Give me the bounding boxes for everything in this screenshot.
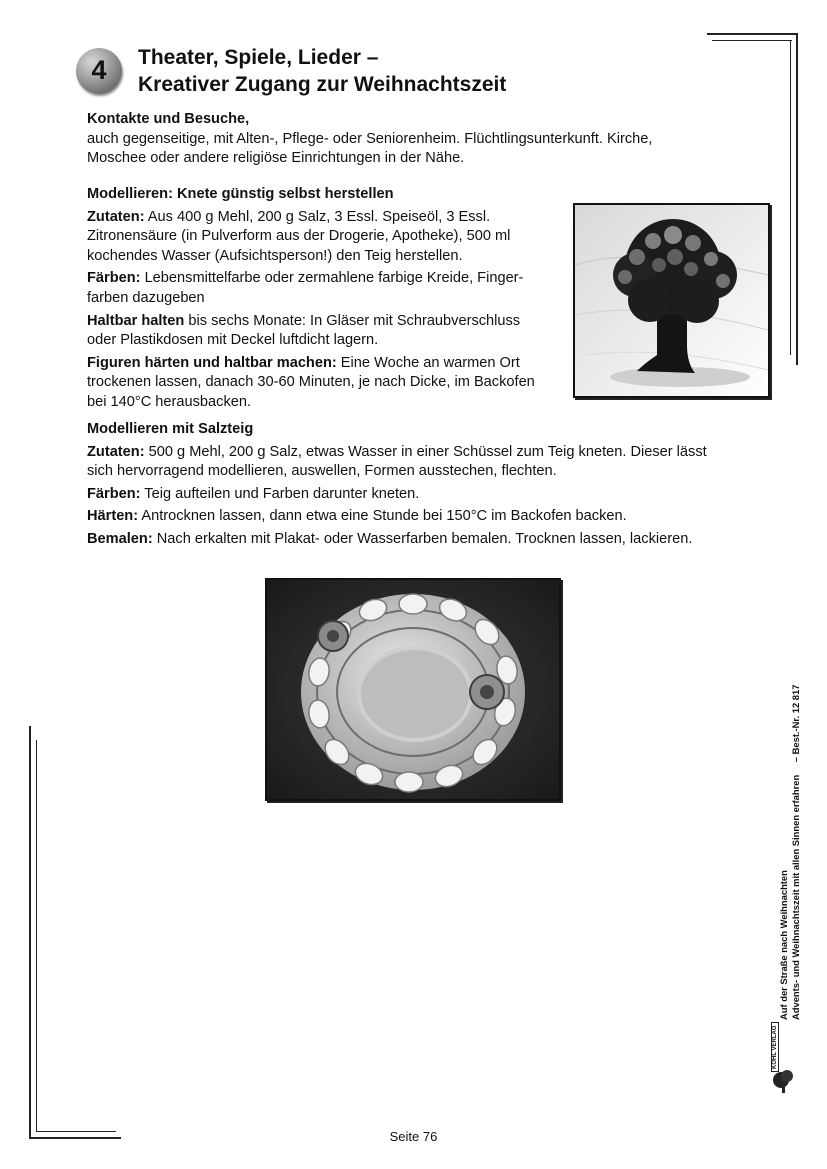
- knete-figuren: [87, 354, 535, 413]
- section-knete: [87, 185, 535, 413]
- salzteig-zutaten: [87, 443, 707, 482]
- salzteig-bemalen-label: Bemalen:: [87, 530, 153, 547]
- sidebar-book-title: Auf der Straße nach Weihnachten: [778, 870, 789, 1020]
- publisher-name: KOHL VERLAG: [771, 1022, 779, 1072]
- salzteig-bemalen: [87, 530, 707, 550]
- salzteig-heading: Modellieren mit Salzteig: [87, 421, 254, 437]
- wreath-image: [267, 580, 559, 799]
- knete-figuren-text-3: bei 140°C herausbacken.: [87, 393, 252, 410]
- knete-faerben-label: Färben:: [87, 270, 141, 287]
- salzteig-haerten: [87, 507, 707, 527]
- knete-figuren-text-1: Eine Woche an warmen Ort: [336, 354, 520, 371]
- sidebar-book-subtitle: [790, 668, 802, 1020]
- contacts-line-2: Moschee oder andere religiöse Einrichtungen in der Nähe.: [87, 150, 465, 167]
- publisher-logo: [769, 1025, 797, 1094]
- frame-line-left-inner: [36, 740, 37, 1132]
- salzteig-zutaten-text-2: sich hervorragend modellieren, auswellen, Formen ausstechen, flechten.: [87, 463, 557, 480]
- knete-zutaten-label: Zutaten:: [87, 208, 145, 225]
- frame-line-top-inner: [712, 40, 792, 41]
- chapter-number-badge: [76, 48, 122, 94]
- contacts-line-1: auch gegenseitige, mit Alten-, Pflege- oder Seniorenheim. Flüchtlingsunterkunft. Kirche,: [87, 130, 653, 147]
- salzteig-faerben: [87, 485, 707, 505]
- knete-zutaten-text-2: Zitronensäure (in Pulverform aus der Drogerie, Apotheke), 500 ml: [87, 228, 511, 245]
- knete-heading: Modellieren: Knete günstig selbst herstellen: [87, 186, 394, 202]
- frame-line-top: [707, 33, 797, 35]
- chapter-number: 4: [91, 55, 107, 85]
- frame-line-right-inner: [790, 40, 791, 355]
- sidebar-text: [778, 668, 802, 1020]
- salzteig-faerben-label: Färben:: [87, 485, 141, 502]
- frame-line-left: [29, 726, 31, 1138]
- knete-figuren-label: Figuren härten und haltbar machen:: [87, 354, 337, 371]
- knete-zutaten-text-1: Aus 400 g Mehl, 200 g Salz, 3 Essl. Speiseöl, 3 Essl.: [144, 208, 491, 225]
- salzteig-bemalen-text: Nach erkalten mit Plakat- oder Wasserfarben bemalen. Trocknen lassen, lackieren.: [152, 530, 693, 547]
- title-line-2: Kreativer Zugang zur Weihnachtszeit: [138, 73, 507, 96]
- frame-line-right: [796, 33, 798, 365]
- page-title: [138, 44, 506, 98]
- page-number: Seite 76: [389, 1129, 438, 1144]
- knete-faerben-text-1: Lebensmittelfarbe oder zermahlene farbige Kreide, Finger-: [140, 270, 524, 287]
- knete-zutaten-text-3: kochendes Wasser (Aufsichtsperson!) den Teig herstellen.: [87, 247, 463, 264]
- knete-haltbar-text-2: oder Plastikdosen mit Deckel luftdicht lagern.: [87, 332, 379, 349]
- knete-zutaten: [87, 208, 535, 267]
- clay-tree-photo: [573, 203, 770, 398]
- knete-figuren-text-2: trockenen lassen, danach 30-60 Minuten, je nach Dicke, im Backofen: [87, 374, 535, 391]
- title-line-1: Theater, Spiele, Lieder –: [138, 46, 379, 69]
- sidebar-imprint: [778, 668, 822, 1020]
- clay-tree-image: [575, 205, 768, 396]
- knete-faerben-text-2: farben dazugeben: [87, 289, 205, 306]
- braided-wreath-photo: [265, 578, 561, 801]
- salzteig-faerben-text: Teig aufteilen und Farben darunter kneten.: [140, 485, 420, 502]
- section-contacts: [87, 110, 652, 169]
- section-salzteig: [87, 420, 707, 550]
- knete-haltbar-label: Haltbar halten: [87, 312, 185, 329]
- salzteig-zutaten-text-1: 500 g Mehl, 200 g Salz, etwas Wasser in einer Schüssel zum Teig kneten. Dieser lässt: [144, 443, 707, 460]
- knete-haltbar-text-1: bis sechs Monate: In Gläser mit Schraubverschluss: [184, 312, 521, 329]
- contacts-heading: Kontakte und Besuche,: [87, 111, 250, 127]
- sidebar-book-subtitle-text: Advents- und Weihnachtszeit mit allen Sinnen erfahren: [790, 774, 801, 1020]
- salzteig-haerten-label: Härten:: [87, 508, 139, 525]
- sidebar-order-number: – Best.-Nr. 12 817: [790, 684, 801, 763]
- knete-faerben: [87, 269, 535, 308]
- salzteig-zutaten-label: Zutaten:: [87, 443, 145, 460]
- salzteig-haerten-text: Antrocknen lassen, dann etwa eine Stunde bei 150°C im Backofen backen.: [138, 508, 627, 525]
- knete-haltbar: [87, 312, 535, 351]
